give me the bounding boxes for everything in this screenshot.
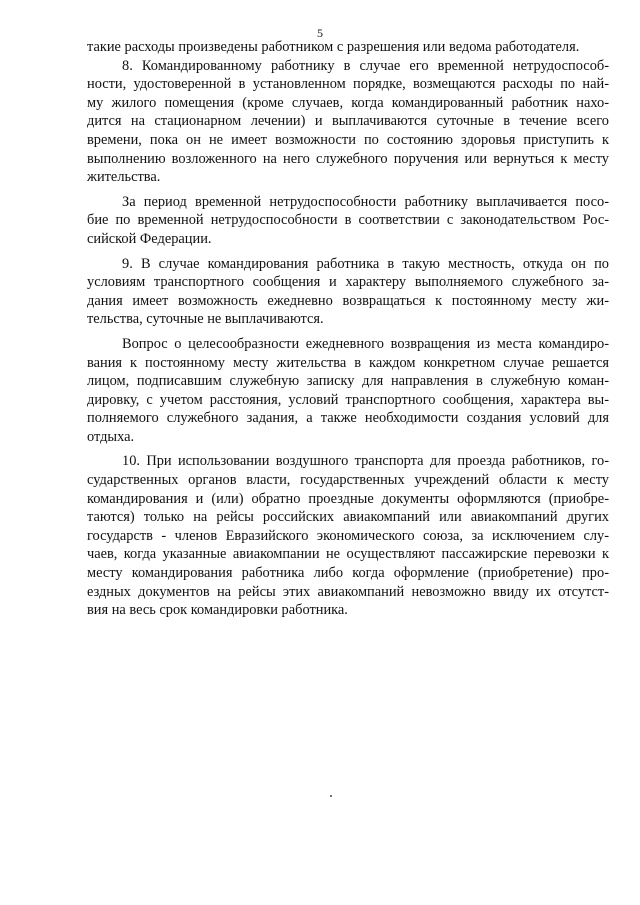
- paragraph-continuation: [87, 38, 609, 57]
- paragraph-item-10: [87, 452, 609, 619]
- text-line: му жилого помещения (кроме случаев, когда командированный работник нахо-: [87, 94, 609, 111]
- text-line: 9. В случае командирования работника в такую местность, откуда он по: [122, 255, 609, 272]
- document-body: [87, 38, 609, 620]
- page-number: 5: [317, 26, 323, 40]
- text-line: 10. При использовании воздушного транспорта для проезда работников, го-: [122, 453, 609, 470]
- text-line: дится на стационарном лечении) и выплачиваются суточные в течение всего: [87, 113, 609, 130]
- text-line: Вопрос о целесообразности ежедневного возвращения из места командиро-: [122, 335, 609, 352]
- text-line: лицом, подписавшим служебную записку для направления в служебную коман-: [87, 373, 609, 390]
- paragraph-item-8: [87, 57, 609, 187]
- text-line: отдыха.: [87, 428, 135, 445]
- text-line: такие расходы произведены работником с разрешения или ведома работодателя.: [87, 39, 580, 55]
- paragraph-item-9: [87, 255, 609, 329]
- text-line: вия на весь срок командировки работника.: [87, 602, 348, 619]
- text-line: бие по временной нетрудоспособности в соответствии с законодательством Рос-: [87, 212, 609, 229]
- text-line: ности, удостоверенной в установленном порядке, возмещаются расходы по най-: [87, 76, 609, 93]
- text-line: чаев, когда указанные авиакомпании не осуществляют пассажирские перевозки к: [87, 546, 609, 563]
- text-line: дания имеет возможность ежедневно возвращаться к постоянному месту жи-: [87, 292, 609, 309]
- text-line: командирования и (или) обратно проездные документы оформляются (приобре-: [87, 490, 609, 507]
- text-line: выполнению возложенного на него служебного поручения или вернуться к месту: [87, 150, 609, 167]
- text-line: полняемого служебного задания, а также необходимости создания условий для: [87, 410, 609, 427]
- text-line: вания к постоянному месту жительства в каждом конкретном случае решается: [87, 354, 609, 371]
- text-line: жительства.: [87, 169, 161, 186]
- paragraph-sick-pay: [87, 193, 609, 249]
- text-line: тельства, суточные не выплачиваются.: [87, 311, 324, 328]
- text-line: таются) только на рейсы российских авиакомпаний или авиакомпаний других: [87, 509, 609, 526]
- text-line: времени, пока он не имеет возможности по состоянию здоровья приступить к: [87, 131, 609, 148]
- paragraph-daily-return: [87, 335, 609, 447]
- text-line: сийской Федерации.: [87, 230, 212, 247]
- text-line: месту командирования работника либо когда оформление (приобретение) про-: [87, 565, 609, 582]
- text-line: 8. Командированному работнику в случае его временной нетрудоспособ-: [122, 57, 609, 74]
- text-line: дировку, с учетом расстояния, условий транспортного сообщения, характера вы-: [87, 391, 609, 408]
- text-line: условиям транспортного сообщения и характеру выполняемого служебного за-: [87, 274, 609, 291]
- scan-speck: [330, 795, 332, 797]
- text-line: За период временной нетрудоспособности работнику выплачивается посо-: [122, 193, 609, 210]
- text-line: ездных документов на рейсы этих авиакомпаний невозможно ввиду их отсутст-: [87, 583, 609, 600]
- text-line: сударственных органов власти, государственных учреждений области к месту: [87, 472, 609, 489]
- text-line: государств - членов Евразийского экономического союза, за исключением слу-: [87, 527, 609, 544]
